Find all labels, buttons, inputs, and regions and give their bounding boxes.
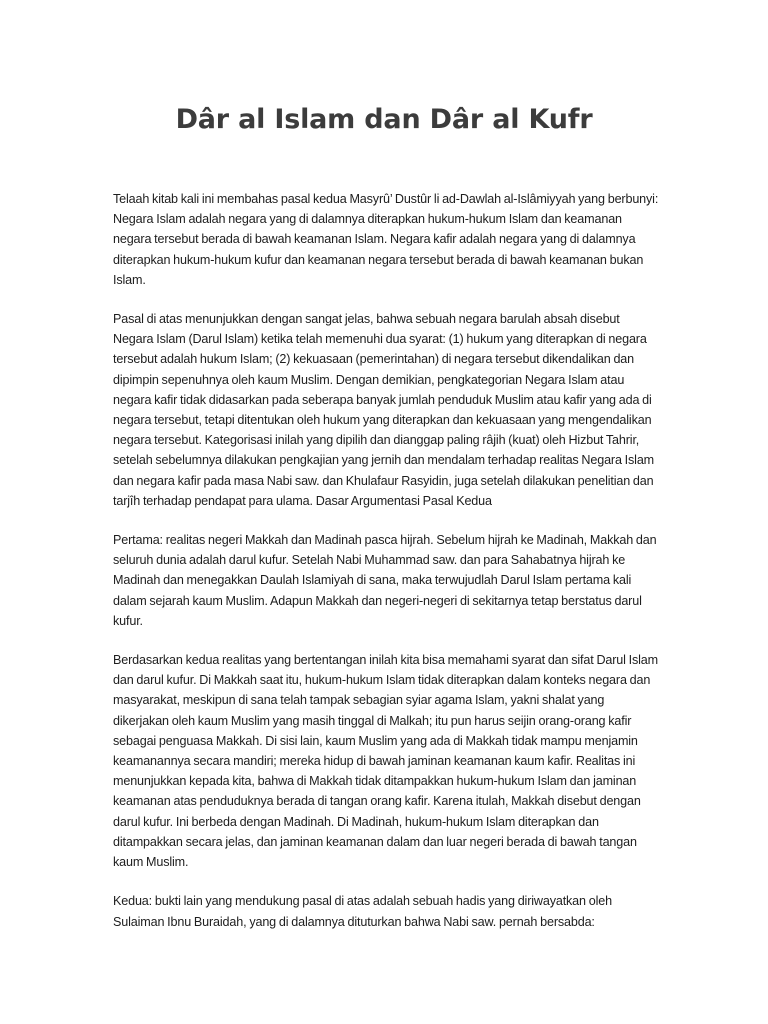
paragraph-analysis: Berdasarkan kedua realitas yang bertentangan inilah kita bisa memahami syarat dan sifat Darul Islam dan darul kufur. Di Makkah saat itu, hukum-hukum Islam tidak diterapkan dalam konteks negara dan masyarakat, meskipun di sana telah tampak sebagian syiar agama Islam, yakni shalat yang dikerjakan oleh kaum Muslim yang masih tinggal di Malkah; itu pun harus seijin orang-orang kafir sebagai penguasa Makkah. Di sisi lain, kaum Muslim yang ada di Makkah tidak mampu menjamin keamanannya secara mandiri; mereka hidup di bawah jaminan keamanan kaum kafir. Realitas ini menunjukkan kepada kita, bahwa di Makkah tidak ditampakkan hukum-hukum Islam dan jaminan keamanan atas penduduknya berada di tangan orang kafir. Karena itulah, Makkah disebut dengan darul kufur. Ini berbeda dengan Madinah. Di Madinah, hukum-hukum Islam diterapkan dan ditampakkan secara jelas, dan jaminan keamanan dalam dan luar negeri berada di bawah tangan kaum Muslim. (113, 653, 658, 870)
paragraph-first-argument: Pertama: realitas negeri Makkah dan Madinah pasca hijrah. Sebelum hijrah ke Madinah, Makkah dan seluruh dunia adalah darul kufur. Setelah Nabi Muhammad saw. dan para Sahabatnya hijrah ke Madinah dan menegakkan Daulah Islamiyah di sana, maka terwujudlah Darul Islam pertama kali dalam sejarah kaum Muslim. Adapun Makkah dan negeri-negeri di sekitarnya tetap berstatus darul kufur. (113, 533, 657, 628)
paragraph-second-argument: Kedua: bukti lain yang mendukung pasal di atas adalah sebuah hadis yang diriwayatkan oleh Sulaiman Ibnu Buraidah, yang di dalamnya dituturkan bahwa Nabi saw. pernah bersabda: (113, 894, 612, 929)
paragraph-intro: Telaah kitab kali ini membahas pasal kedua Masyrû’ Dustûr li ad-Dawlah al-Islâmiyyah yang berbunyi: Negara Islam adalah negara yang di dalamnya diterapkan hukum-hukum Islam dan keamanan negara tersebut berada di bawah keamanan Islam. Negara kafir adalah negara yang di dalamnya diterapkan hukum-hukum kufur dan keamanan negara tersebut berada di bawah keamanan bukan Islam. (113, 192, 659, 287)
document-title: Dâr al Islam dan Dâr al Kufr (175, 104, 593, 135)
paragraph-explanation: Pasal di atas menunjukkan dengan sangat jelas, bahwa sebuah negara barulah absah disebut Negara Islam (Darul Islam) ketika telah memenuhi dua syarat: (1) hukum yang diterapkan di negara tersebut adalah hukum Islam; (2) kekuasaan (pemerintahan) di negara tersebut dikendalikan dan dipimpin sepenuhnya oleh kaum Muslim. Dengan demikian, pengkategorian Negara Islam atau negara kafir tidak didasarkan pada seberapa banyak jumlah penduduk Muslim atau kafir yang ada di negara tersebut, tetapi ditentukan oleh hukum yang diterapkan dan kekuasaan yang mengendalikan negara tersebut. Kategorisasi inilah yang dipilih dan dianggap paling râjih (kuat) oleh Hizbut Tahrir, setelah sebelumnya dilakukan pengkajian yang jernih dan mendalam terhadap realitas Negara Islam dan negara kafir pada masa Nabi saw. dan Khulafaur Rasyidin, juga setelah dilakukan penelitian dan tarjîh terhadap pendapat para ulama. Dasar Argumentasi Pasal Kedua (113, 312, 655, 508)
document-body (113, 189, 661, 951)
